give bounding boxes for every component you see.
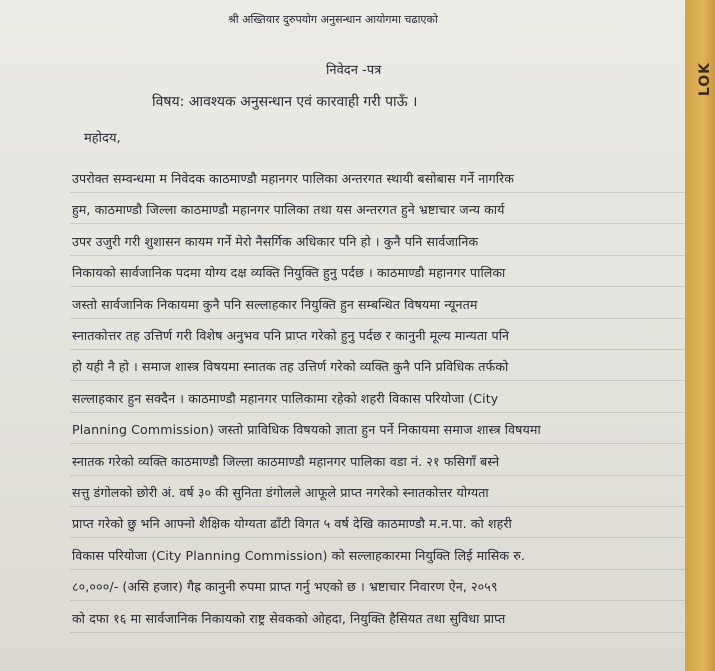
ruled-line [70, 318, 690, 319]
body-line: हो यही नै हो । समाज शास्त्र विषयमा स्नातक तह उत्तिर्ण गरेको व्यक्ति कुनै पनि प्रविधिक तर्फको [72, 359, 509, 375]
background-envelope-edge [685, 0, 715, 671]
body-line: विकास परियोजा (City Planning Commission) को सल्लाहकारमा नियुक्ति लिई मासिक रु. [72, 547, 525, 563]
salutation: महोदय, [84, 131, 121, 146]
subject-line: विषय: आवश्यक अनुसन्धान एवं कारवाही गरी पाऊँ । [152, 94, 418, 110]
ruled-line [70, 569, 690, 570]
ruled-line [70, 380, 690, 381]
body-line: ८०,०००/- (असि हजार) गैह्र कानुनी रुपमा प्राप्त गर्नु भएको छ । भ्रष्टाचार निवारण ऐन, २०५९ [72, 579, 498, 595]
ruled-line [70, 506, 690, 507]
body-line: प्राप्त गरेको छु भनि आफ्नो शैक्षिक योग्यता ढाँटी विगत ५ वर्ष देखि काठमाण्डौ म.न.पा. को शहरी [72, 516, 512, 532]
document-title: निवेदन -पत्र [326, 63, 382, 78]
body-line: स्नातकोत्तर तह उत्तिर्ण गरी विशेष अनुभव पनि प्राप्त गरेको हुनु पर्दछ र कानुनी मूल्य मान्यता पनि [72, 328, 510, 343]
body-line: Planning Commission) जस्तो प्राविधिक विषयको ज्ञाता हुन पर्ने निकायमा समाज शास्त्र विषयमा [72, 422, 541, 438]
body-line: हुम, काठमाण्डौ जिल्ला काठमाण्डौ महानगर पालिका तथा यस अन्तरगत हुने भ्रष्टाचार जन्य कार्य [72, 202, 505, 218]
ruled-line [70, 600, 690, 601]
body-line: सल्लाहकार हुन सक्दैन । काठमाण्डौ महानगर पालिकामा रहेको शहरी विकास परियोजा (City [72, 390, 499, 406]
body-line: को दफा १६ मा सार्वजानिक निकायको राष्ट्र सेवकको ओहदा, नियुक्ति हैसियत तथा सुविधा प्राप्त [72, 610, 506, 626]
ruled-line [70, 412, 690, 413]
ruled-line [70, 632, 690, 633]
ruled-line [70, 443, 690, 444]
body-line: सत्तु डंगोलको छोरी अं. वर्ष ३० की सुनिता डंगोलले आफूले प्राप्त नगरेको स्नातकोत्तर योग्यता [72, 485, 489, 500]
body-line: जस्तो सार्वजानिक निकायमा कुनै पनि सल्लाहकार नियुक्ति हुन सम्बन्धित विषयमा न्यूनतम [72, 296, 478, 312]
ruled-line [70, 349, 690, 350]
body-line: उपरोक्त सम्वन्धमा म निवेदक काठमाण्डौ महानगर पालिका अन्तरगत स्थायी बसोबास गर्ने नागरिक [72, 171, 515, 186]
ruled-line [70, 223, 690, 224]
envelope-print-text: LOK [697, 62, 713, 97]
ruled-line [70, 192, 690, 193]
ruled-line [70, 286, 690, 287]
body-line: उपर उजुरी गरी शुशासन कायम गर्ने मेरो नैसर्गिक अधिकार पनि हो । कुनै पनि सार्वजानिक [72, 233, 479, 249]
body-line: स्नातक गरेको व्यक्ति काठमाण्डौ जिल्ला काठमाण्डौ महानगर पालिका वडा नं. २१ फसिगाँ बस्ने [72, 453, 500, 469]
addressee-line: श्री अख्तियार दुरुपयोग अनुसन्धान आयोगमा चढाएको [228, 13, 438, 26]
ruled-line [70, 255, 690, 256]
ruled-line [70, 537, 690, 538]
ruled-line [70, 475, 690, 476]
body-line: निकायको सार्वजानिक पदमा योग्य दक्ष व्यक्ति नियुक्ति हुनु पर्दछ । काठमाण्डौ महानगर पालिका [72, 265, 506, 281]
